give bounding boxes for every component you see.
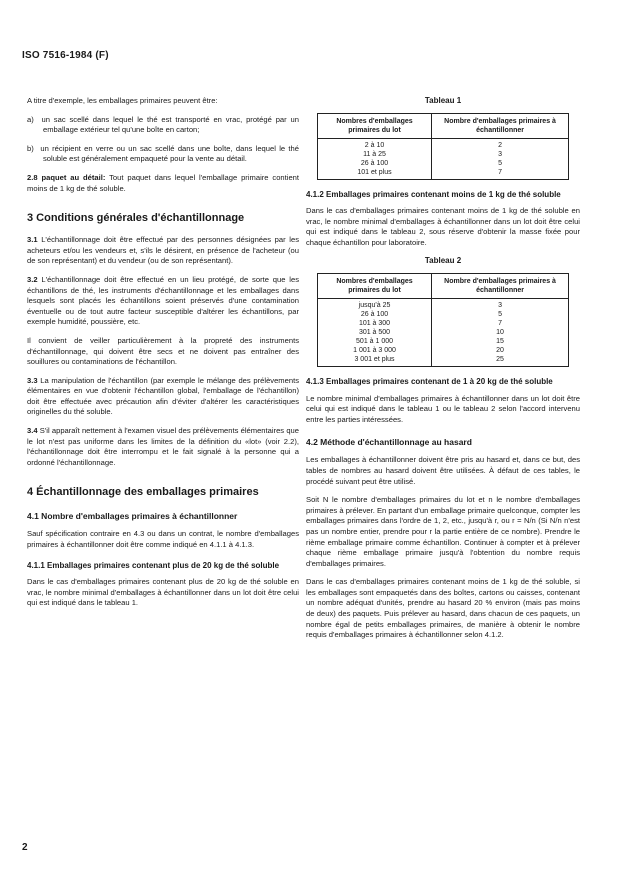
paragraph-3-4-number: 3.4 xyxy=(27,426,38,436)
table-cell-sample: 5 xyxy=(432,310,569,319)
table-row xyxy=(317,319,568,328)
table-cell-sample: 5 xyxy=(432,159,569,168)
table-row xyxy=(317,355,568,367)
paragraph-3-3-number: 3.3 xyxy=(27,375,38,385)
paragraph-3-4 xyxy=(27,426,299,468)
table-cell-sample: 2 xyxy=(432,138,569,150)
definition-2-8-term: paquet au détail: xyxy=(41,172,106,182)
table-1-caption: Tableau 1 xyxy=(424,96,462,105)
definition-2-8-number: 2.8 xyxy=(27,172,38,182)
section-4-1-1-heading: 4.1.1 Emballages primaires contenant plus de 20 kg de thé soluble xyxy=(27,560,280,570)
table-cell-lot: 3 001 et plus xyxy=(317,355,431,367)
section-4-1-heading: 4.1 Nombre d'emballages primaires à échantillonner xyxy=(27,511,238,522)
table-cell-sample: 3 xyxy=(432,150,569,159)
definition-2-8-text: Tout paquet dans lequel l'emballage primaire contient moins de 1 kg de thé soluble. xyxy=(27,172,299,193)
paragraph-4-2-a: Les emballages à échantillonner doivent être pris au hasard et, dans ce but, des tables de nombres au hasard doivent être utilisées. À défaut de ces tables, le procédé suivant peut être utilisé. xyxy=(306,455,580,486)
page-number: 2 xyxy=(22,842,28,853)
intro-paragraph: A titre d'exemple, les emballages primaires peuvent être: xyxy=(27,96,218,105)
table-cell-sample: 20 xyxy=(432,346,569,355)
table-row xyxy=(317,328,568,337)
table-cell-sample: 25 xyxy=(432,355,569,367)
paragraph-3-1-text: L'échantillonnage doit être effectué par des personnes désignées par les acheteurs et/ou les vendeurs et, s'ils le désirent, en présence de l'acheteur (ou de son représentant) et du vendeur (ou de son représentant). xyxy=(27,235,299,266)
table-cell-sample: 7 xyxy=(432,319,569,328)
example-b-label: b) xyxy=(27,143,34,153)
paragraph-4-1-1: Dans le cas d'emballages primaires contenant plus de 20 kg de thé soluble en vrac, le nombre minimal d'emballages à échantillonner dans un lot doit être celui qui est indiqué dans le tableau 1. xyxy=(27,577,299,608)
table-row xyxy=(317,138,568,150)
paragraph-3-2-number: 3.2 xyxy=(27,274,38,284)
table-row xyxy=(317,346,568,355)
table-row xyxy=(317,150,568,159)
table-cell-lot: jusqu'à 25 xyxy=(317,299,431,311)
table-row xyxy=(317,168,568,180)
table-cell-sample: 15 xyxy=(432,337,569,346)
section-4-2-heading: 4.2 Méthode d'échantillonnage au hasard xyxy=(306,437,472,448)
table-row xyxy=(317,310,568,319)
paragraph-4-2-b: Soit N le nombre d'emballages primaires du lot et n le nombre d'emballages primaires à prélever. En partant d'un emballage primaire quelconque, compter les emballages primaires dans l'ordre de 1, 2, etc., jusqu'à r, ou r = N/n (Si N/n n'est pas un nombre entier, prendre pour r la partie entière de ce nombre). Prendre le rième emballage primaire comme échantillon. Continuer à compter et à prélever chaque rième emballage primaire jusqu'à l'obtention du nombre requis d'emballages primaires. xyxy=(306,495,580,568)
table-cell-lot: 2 à 10 xyxy=(317,138,431,150)
table-cell-lot: 1 001 à 3 000 xyxy=(317,346,431,355)
page-header: ISO 7516-1984 (F) xyxy=(22,50,109,61)
table-2-header-sample: Nombre d'emballages primaires à échantillonner xyxy=(432,274,569,299)
table-cell-lot: 26 à 100 xyxy=(317,159,431,168)
paragraph-3-3 xyxy=(27,376,299,418)
definition-2-8 xyxy=(27,173,299,194)
table-1 xyxy=(317,113,569,180)
paragraph-4-1: Sauf spécification contraire en 4.3 ou dans un contrat, le nombre d'emballages primaires à échantillonner doit être comme indiqué en 4.1.1 à 4.1.3. xyxy=(27,529,299,550)
paragraph-3-1-number: 3.1 xyxy=(27,235,38,245)
table-2 xyxy=(317,273,569,367)
paragraph-3-4-text: S'il apparaît nettement à l'examen visuel des prélèvements élémentaires que le lot n'est pas uniforme dans les limites de la définition du «lot» (voir 2.2), l'échantillonnage doit être interrompu et le fait signalé à la personne qui a ordonné l'échantillonnage. xyxy=(27,426,299,467)
table-cell-lot: 501 à 1 000 xyxy=(317,337,431,346)
table-1-header-sample: Nombre d'emballages primaires à échantillonner xyxy=(432,113,569,138)
example-a xyxy=(27,115,299,136)
right-column xyxy=(306,96,580,649)
table-cell-lot: 101 à 300 xyxy=(317,319,431,328)
table-cell-lot: 26 à 100 xyxy=(317,310,431,319)
paragraph-3-2-text: L'échantillonnage doit être effectué en un lieu protégé, de sorte que les échantillons de thé, les instruments d'échantillonnage et les emballages dans lesquels sont placés les échantillons soient préservés d'une contamination éventuelle ou de tout autre facteur susceptible d'altérer les échantillons, par exemple humidité, poussière, etc. xyxy=(27,274,299,327)
example-a-label: a) xyxy=(27,114,34,124)
paragraph-3-3-text: La manipulation de l'échantillon (par exemple le mélange des prélèvements élémentaires en vue d'obtenir l'échantillon global, l'emballage de l'échantillon) doit être effectuée avec précaution afin d'éviter d'altérer les caractéristiques originelles du thé soluble. xyxy=(27,375,299,417)
paragraph-4-1-3: Le nombre minimal d'emballages primaires à échantillonner dans un lot doit être celui qui est indiqué dans le tableau 1 ou le tableau 2 selon l'accord intervenu entre les parties intéressées. xyxy=(306,393,580,424)
table-2-header-lot: Nombres d'emballages primaires du lot xyxy=(317,274,431,299)
section-4-heading: 4 Échantillonnage des emballages primaires xyxy=(27,486,259,499)
table-cell-sample: 7 xyxy=(432,168,569,180)
table-row xyxy=(317,299,568,311)
example-a-text: un sac scellé dans lequel le thé est transporté en vrac, protégé par un emballage extérieur tel qu'une boîte en carton; xyxy=(41,114,299,135)
left-column xyxy=(27,96,299,617)
example-b-text: un récipient en verre ou un sac scellé dans une boîte, dans lequel le thé soluble est généralement empaqueté pour la vente au détail. xyxy=(40,143,299,164)
table-1-header-lot: Nombres d'emballages primaires du lot xyxy=(317,113,431,138)
table-row xyxy=(317,337,568,346)
table-cell-lot: 301 à 500 xyxy=(317,328,431,337)
example-b xyxy=(27,144,299,165)
paragraph-3-2 xyxy=(27,275,299,328)
table-cell-sample: 3 xyxy=(432,299,569,311)
paragraph-4-1-2: Dans le cas d'emballages primaires contenant moins de 1 kg de thé soluble en vrac, le nombre minimal d'emballages à échantillonner dans un lot doit être celui qui est indiqué dans le tableau 2, sous réserve d'obtenir la masse fixée pour chaque échantillon pour laboratoire. xyxy=(306,206,580,247)
paragraph-4-2-c: Dans le cas d'emballages primaires contenant moins de 1 kg de thé soluble, si les emballages sont empaquetés dans des boîtes, cartons ou caisses, contenant un nombre adéquat d'unités, prendre au hasard 20 % environ (mais pas moins de deux) des paquets. Puis prélever au hasard, dans chacun de ces paquets, un nombre égal de petits emballages primaires, de manière à obtenir le nombre requis d'emballages primaires à échantillonner selon 4.1.2. xyxy=(306,577,580,640)
section-3-heading: 3 Conditions générales d'échantillonnage xyxy=(27,212,245,225)
paragraph-3-2-b: Il convient de veiller particulièrement à la propreté des instruments d'échantillonnage, qui doivent être secs et ne doivent pas entraîner des souillures ou contaminations de l'échantillon. xyxy=(27,335,299,367)
section-4-1-3-heading: 4.1.3 Emballages primaires contenant de 1 à 20 kg de thé soluble xyxy=(306,377,553,387)
table-cell-sample: 10 xyxy=(432,328,569,337)
table-cell-lot: 11 à 25 xyxy=(317,150,431,159)
section-4-1-2-heading: 4.1.2 Emballages primaires contenant moins de 1 kg de thé soluble xyxy=(306,189,561,199)
table-cell-lot: 101 et plus xyxy=(317,168,431,180)
paragraph-3-1 xyxy=(27,235,299,267)
table-2-caption: Tableau 2 xyxy=(424,256,462,266)
table-row xyxy=(317,159,568,168)
